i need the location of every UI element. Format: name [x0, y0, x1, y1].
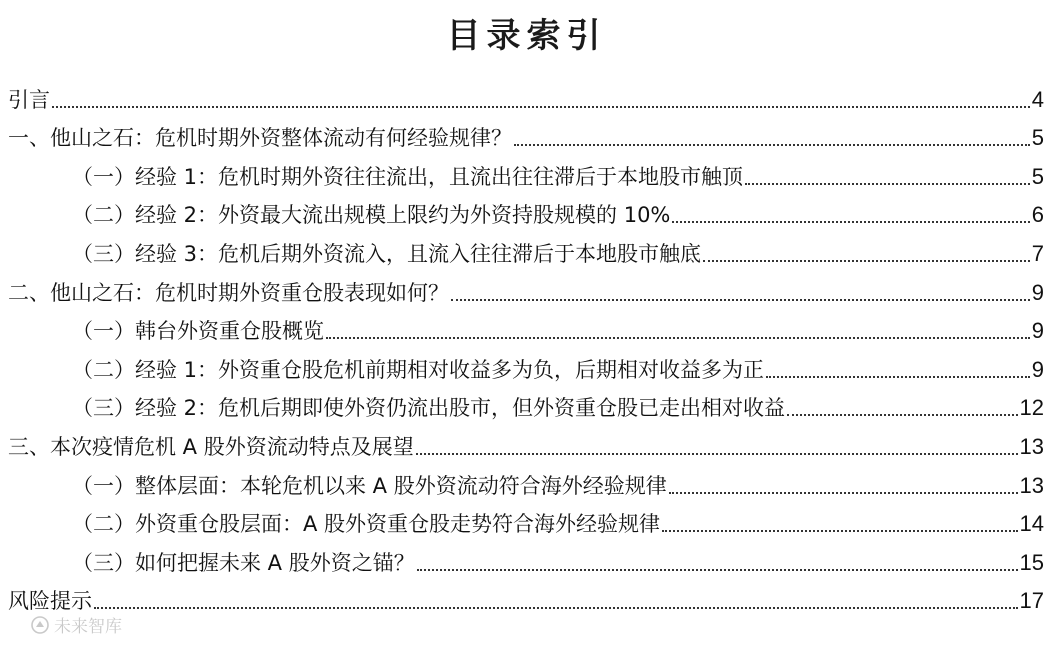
toc-entry-section-2-1[interactable]	[0, 306, 1053, 345]
toc-page-number: 13	[1019, 472, 1044, 498]
dot-leader	[52, 106, 1030, 108]
toc-entry-section-2-2[interactable]	[0, 344, 1053, 383]
toc-page-number: 14	[1019, 511, 1044, 537]
table-of-contents	[0, 74, 1053, 614]
dot-leader	[766, 376, 1030, 378]
toc-entry-section-1-3[interactable]	[0, 228, 1053, 267]
dot-leader	[416, 453, 1018, 455]
watermark	[30, 612, 122, 637]
dot-leader	[514, 144, 1030, 146]
toc-entry-risk-warning[interactable]	[0, 576, 1053, 615]
toc-entry-text: （二）经验 1：外资重仓股危机前期相对收益多为负，后期相对收益多为正	[72, 357, 765, 382]
watermark-text: 未来智库	[54, 617, 122, 636]
toc-entry-section-2[interactable]	[0, 267, 1053, 306]
dot-leader	[94, 607, 1018, 609]
dot-leader	[745, 183, 1030, 185]
toc-page-number: 13	[1019, 433, 1044, 459]
toc-entry-section-1-1[interactable]	[0, 151, 1053, 190]
toc-page-number: 5	[1031, 163, 1044, 189]
toc-entry-section-2-3[interactable]	[0, 383, 1053, 422]
dot-leader	[672, 221, 1029, 223]
toc-entry-text: （一）经验 1：危机时期外资往往流出，且流出往往滞后于本地股市触顶	[72, 164, 744, 189]
toc-entry-text: （三）经验 3：危机后期外资流入，且流入往往滞后于本地股市触底	[72, 241, 702, 266]
toc-page-number: 5	[1031, 125, 1044, 151]
dot-leader	[326, 337, 1030, 339]
toc-entry-text: （二）外资重仓股层面：A 股外资重仓股走势符合海外经验规律	[72, 512, 661, 537]
dot-leader	[417, 569, 1018, 571]
toc-entry-text: （二）经验 2：外资最大流出规模上限约为外资持股规模的 10%	[72, 203, 671, 228]
dot-leader	[669, 492, 1018, 494]
toc-entry-text: （一）整体层面：本轮危机以来 A 股外资流动符合海外经验规律	[72, 473, 667, 498]
page-title: 目录索引	[446, 16, 607, 56]
dot-leader	[787, 414, 1017, 416]
toc-entry-section-1[interactable]	[0, 113, 1053, 152]
toc-entry-section-3-2[interactable]	[0, 499, 1053, 538]
toc-entry-section-1-2[interactable]	[0, 190, 1053, 229]
toc-entry-text: 一、他山之石：危机时期外资整体流动有何经验规律？	[8, 126, 512, 151]
dot-leader	[662, 530, 1017, 532]
toc-page-number: 4	[1031, 86, 1044, 112]
toc-page-number: 7	[1031, 240, 1044, 266]
toc-entry-text: （三）如何把握未来 A 股外资之锚？	[72, 550, 415, 575]
toc-entry-text: （三）经验 2：危机后期即使外资仍流出股市，但外资重仓股已走出相对收益	[72, 396, 786, 421]
toc-entry-text: 引言	[8, 87, 50, 112]
toc-entry-introduction[interactable]	[0, 74, 1053, 113]
toc-page-number: 17	[1019, 588, 1044, 614]
dot-leader	[703, 260, 1030, 262]
toc-entry-section-3-1[interactable]	[0, 460, 1053, 499]
dot-leader	[451, 299, 1030, 301]
toc-page-number: 6	[1031, 202, 1044, 228]
toc-page-number: 9	[1031, 279, 1044, 305]
toc-entry-text: 风险提示	[8, 589, 92, 614]
toc-entry-section-3[interactable]	[0, 421, 1053, 460]
toc-entry-text: （一）韩台外资重仓股概览	[72, 319, 324, 344]
toc-page-number: 12	[1019, 395, 1044, 421]
toc-entry-text: 二、他山之石：危机时期外资重仓股表现如何？	[8, 280, 449, 305]
toc-entry-section-3-3[interactable]	[0, 537, 1053, 576]
toc-page-number: 9	[1031, 318, 1044, 344]
toc-entry-text: 三、本次疫情危机 A 股外资流动特点及展望	[8, 434, 414, 459]
toc-page-number: 15	[1019, 549, 1044, 575]
toc-page-number: 9	[1031, 356, 1044, 382]
watermark-logo-icon	[30, 615, 50, 635]
